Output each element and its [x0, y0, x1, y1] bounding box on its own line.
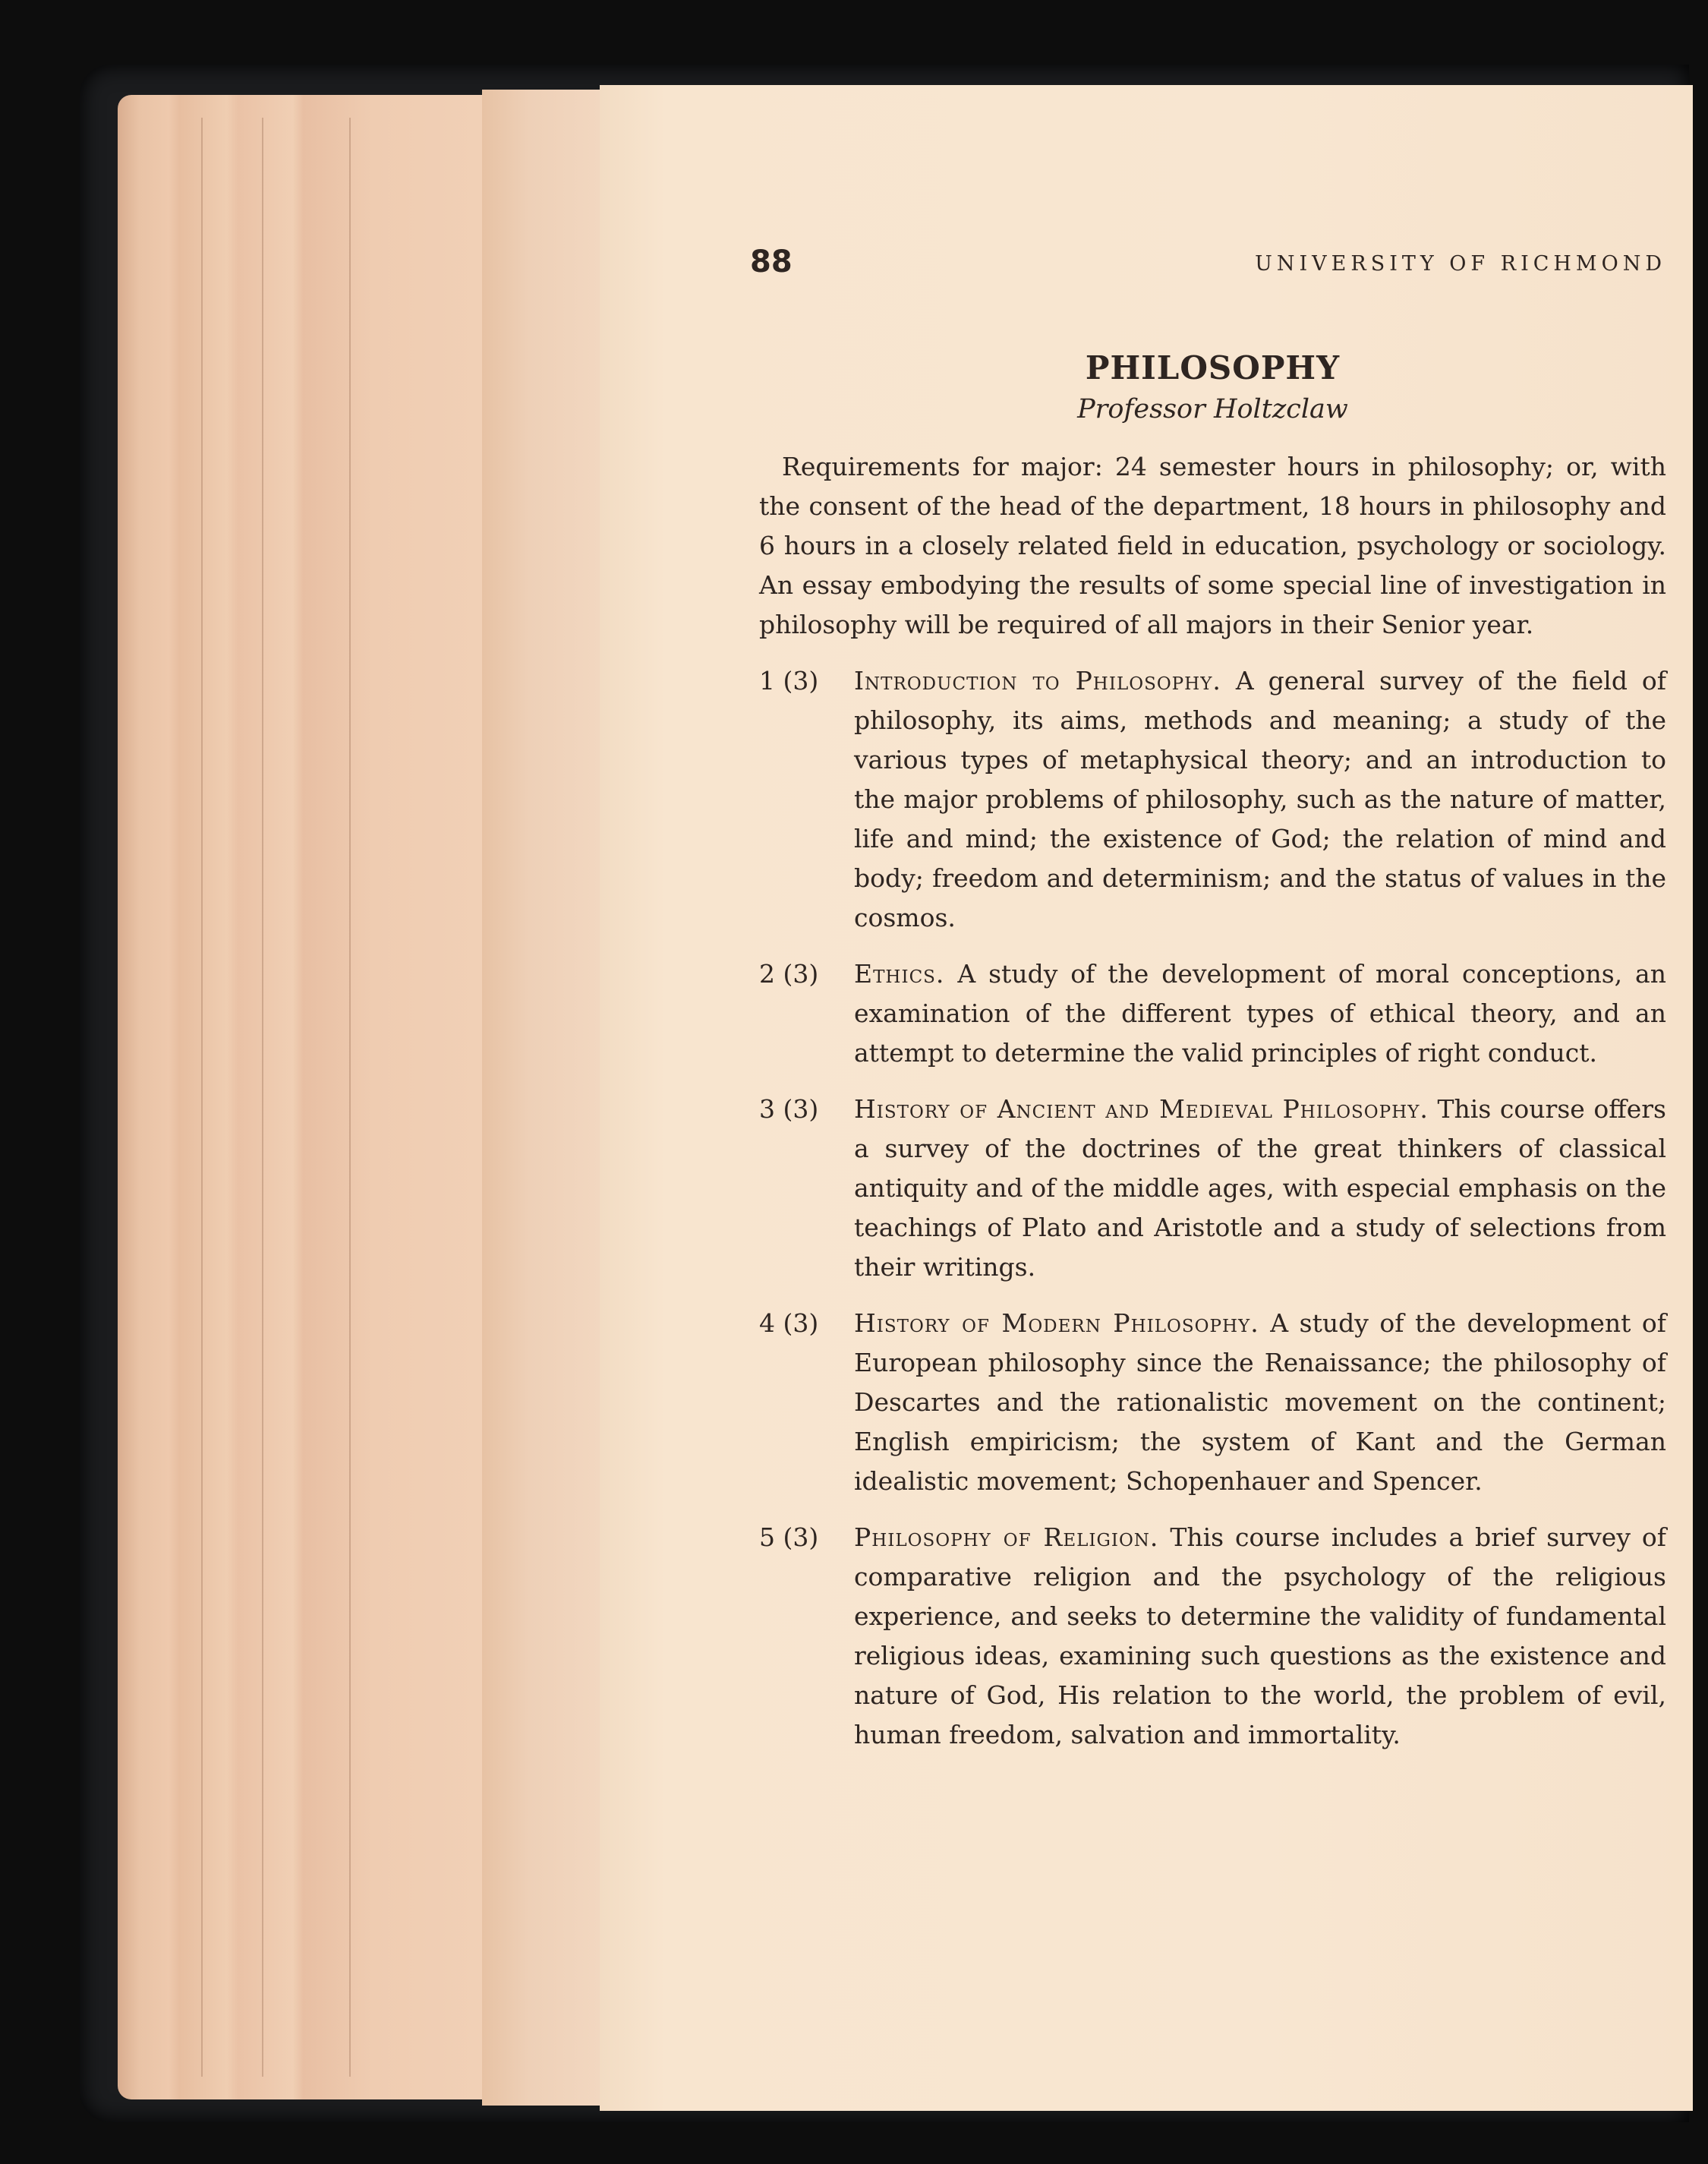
page-stack: [118, 95, 482, 2099]
course-description: This course includes a brief survey of comparative religion and the psychology of the religious experience, and seeks to determine the validity of fundamental religious ideas, examining such questions as the existence and nature of God, His relation to the world, the problem of evil, human freedom, salvation and immortality.: [854, 1522, 1666, 1749]
course-entry: [759, 954, 1666, 1073]
course-title: Philosophy of Religion.: [854, 1522, 1159, 1552]
course-entry: [759, 1304, 1666, 1501]
course-number: 3 (3): [759, 1094, 819, 1124]
running-head: [750, 244, 1666, 290]
course-description: A general survey of the field of philosophy, its aims, methods and meaning; a study of the various types of metaphysical theory; and an introduction to the major problems of philosophy, such as the nature of matter, life and mind; the existence of God; the relation of mind and body; freedom and determinism; and the status of values in the cosmos.: [854, 666, 1666, 932]
course-number: 5 (3): [759, 1522, 819, 1552]
course-number: 4 (3): [759, 1308, 819, 1338]
course-number: 2 (3): [759, 959, 819, 989]
page-groove: [262, 118, 263, 2077]
professor-name: Professor Holtzclaw: [1077, 394, 1348, 424]
course-description: A study of the development of moral conceptions, an examination of the different types of ethical theory, and an attempt to determine the valid principles of right conduct.: [854, 959, 1666, 1068]
course-entry: [759, 1090, 1666, 1287]
course-title: History of Ancient and Medieval Philosophy.: [854, 1094, 1429, 1124]
course-description: A study of the development of European philosophy since the Renaissance; the philosophy of Descartes and the rationalistic movement on the continent; English empiricism; the system of Kant and the German idealistic movement; Schopenhauer and Spencer.: [854, 1308, 1666, 1496]
department-title: PHILOSOPHY: [1085, 349, 1341, 386]
course-description: This course offers a survey of the doctrines of the great thinkers of classical antiquity and of the middle ages, with especial emphasis on the teachings of Plato and Aristotle and a study of selections from their writings.: [854, 1094, 1666, 1282]
major-requirements: Requirements for major: 24 semester hours in philosophy; or, with the consent of the head of the department, 18 hours in philosophy and 6 hours in a closely related field in education, psychology or sociology. An essay embodying the results of some special line of investigation in philosophy will be required of all majors in their Senior year.: [759, 452, 1666, 639]
page-text: [750, 244, 1666, 1755]
book-page: [600, 85, 1693, 2111]
course-title: Ethics.: [854, 959, 945, 989]
running-head-title: UNIVERSITY OF RICHMOND: [1255, 252, 1666, 276]
course-title: History of Modern Philosophy.: [854, 1308, 1259, 1338]
page-groove: [349, 118, 351, 2077]
course-title: Introduction to Philosophy.: [854, 666, 1221, 696]
page-edges: [482, 90, 600, 2106]
course-entry: [759, 1518, 1666, 1755]
course-number: 1 (3): [759, 666, 819, 696]
page-groove: [201, 118, 203, 2077]
course-entry: [759, 661, 1666, 938]
page-number: 88: [750, 244, 793, 279]
